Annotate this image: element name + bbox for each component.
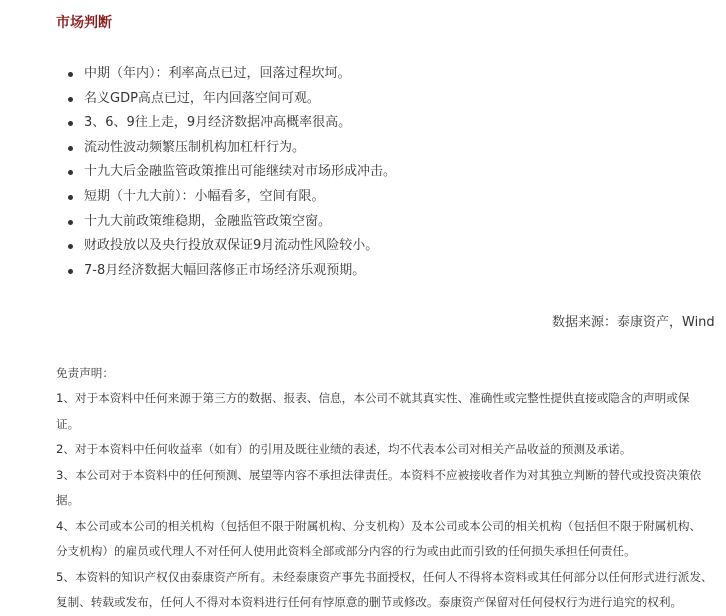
list-item-text: 十九大后金融监管政策推出可能继续对市场形成冲击。 — [84, 164, 397, 180]
bullet-icon — [68, 97, 73, 102]
disclaimer-line: 5、本资料的知识产权仅由泰康资产所有。未经泰康资产事先书面授权，任何人不得将本资料或其任何部分以任何形式进行派发、 — [56, 569, 713, 584]
disclaimer-title: 免责声明： — [56, 366, 114, 380]
disclaimer-line: 4、本公司或本公司的相关机构（包括但不限于附属机构、分支机构）及本公司或本公司的相关机构（包括但不限于附属机构、 — [56, 518, 702, 533]
bullet-icon — [68, 170, 73, 175]
disclaimer-line: 3、本公司对于本资料中的任何预测、展望等内容不承担法律责任。本资料不应被接收者作为对其独立判断的替代或投资决策依 — [56, 467, 702, 482]
list-item — [64, 136, 396, 161]
disclaimer-line: 复制、转载或发布，任何人不得对本资料进行任何有悖原意的删节或修改。泰康资产保留对任何侵权行为进行追究的权利。 — [56, 595, 683, 609]
list-item — [64, 259, 396, 284]
list-item — [64, 234, 396, 259]
disclaimer-line: 据。 — [56, 493, 80, 507]
list-item — [64, 87, 396, 112]
list-item — [64, 111, 396, 136]
disclaimer-line: 证。 — [56, 416, 80, 431]
disclaimer-line: 1、对于本资料中任何来源于第三方的数据、报表、信息，本公司不就其真实性、准确性或完整性提供直接或隐含的声明或保 — [56, 391, 690, 405]
list-item-text: 3、6、9往上走，9月经济数据冲高概率很高。 — [84, 115, 352, 131]
bullet-icon — [68, 195, 73, 200]
list-item-text: 名义GDP高点已过，年内回落空间可观。 — [84, 90, 320, 106]
disclaimer-section — [56, 360, 726, 616]
list-item-text: 财政投放以及央行投放双保证9月流动性风险较小。 — [84, 238, 379, 254]
bullet-icon — [68, 269, 73, 274]
list-item-text: 十九大前政策维稳期，金融监管政策空窗。 — [84, 213, 332, 229]
market-judgment-list — [64, 62, 396, 283]
bullet-icon — [68, 121, 73, 126]
list-item-text: 7-8月经济数据大幅回落修正市场经济乐观预期。 — [84, 262, 366, 278]
list-item-text: 中期（年内）：利率高点已过，回落过程坎坷。 — [84, 66, 351, 81]
list-item — [64, 160, 396, 185]
data-source-note: 数据来源：泰康资产，Wind — [552, 315, 715, 330]
list-item-text: 短期（十九大前）：小幅看多，空间有限。 — [84, 188, 325, 204]
bullet-icon — [68, 72, 73, 77]
list-item — [64, 62, 396, 87]
section-heading: 市场判断 — [56, 15, 112, 31]
list-item — [64, 185, 396, 210]
bullet-icon — [68, 220, 73, 225]
disclaimer-line: 2、对于本资料中任何收益率（如有）的引用及既往业绩的表述，均不代表本公司对相关产品收益的预测及承诺。 — [56, 442, 632, 456]
bullet-icon — [68, 244, 73, 249]
list-item-text: 流动性波动频繁压制机构加杠杆行为。 — [84, 139, 306, 155]
list-item — [64, 210, 396, 235]
disclaimer-line: 分支机构）的雇员或代理人不对任何人使用此资料全部或部分内容的行为或由此而引致的任何损失承担任何责任。 — [56, 544, 636, 558]
bullet-icon — [68, 146, 73, 151]
